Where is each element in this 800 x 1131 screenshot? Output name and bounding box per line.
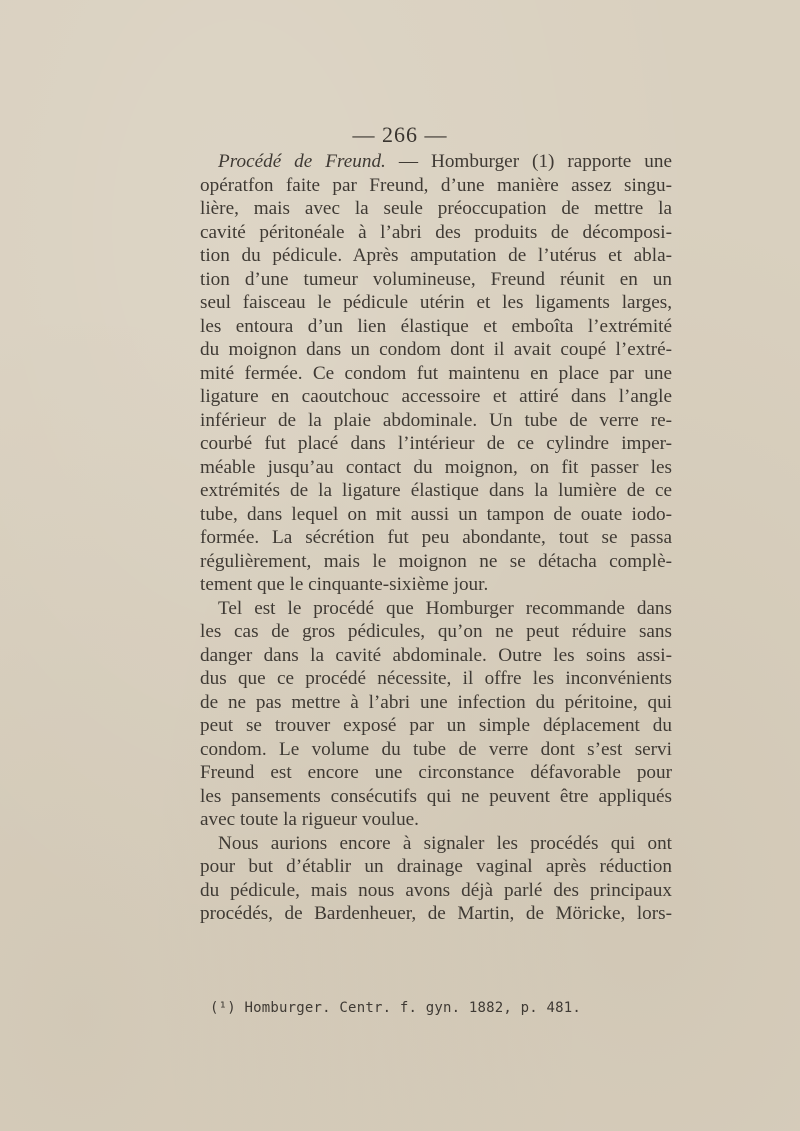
text-line: méable jusqu’au contact du moignon, on fit passer les bbox=[200, 456, 672, 478]
text-line: cavité péritonéale à l’abri des produits de décomposi- bbox=[200, 221, 672, 243]
text-line: ligature en caoutchouc accessoire et attiré dans l’angle bbox=[200, 386, 672, 407]
section-heading-italic: Procédé de Freund. bbox=[218, 151, 386, 172]
paragraph-freund-procedure bbox=[200, 150, 672, 597]
text-line-rest: — Homburger (1) rapporte une bbox=[385, 151, 672, 172]
text-line: tube, dans lequel on mit aussi un tampon de ouate iodo- bbox=[200, 503, 672, 525]
text-line: tement que le cinquante-sixième jour. bbox=[200, 574, 489, 595]
text-line: dus que ce procédé nécessite, il offre les inconvénients bbox=[200, 668, 672, 689]
text-line: pour but d’établir un drainage vaginal après réduction bbox=[200, 856, 672, 877]
body-text bbox=[200, 150, 672, 926]
text-line: formée. La sécrétion fut peu abondante, tout se passa bbox=[200, 527, 672, 548]
page-number: — 266 — bbox=[352, 122, 448, 147]
text-line: danger dans la cavité abdominale. Outre les soins assi- bbox=[200, 644, 672, 666]
paragraph-vaginal-drainage bbox=[200, 832, 672, 926]
text-line: les pansements consécutifs qui ne peuvent être appliqués bbox=[200, 785, 672, 807]
text-line: les entoura d’un lien élastique et emboîta l’extrémité bbox=[200, 315, 672, 337]
text-line: avec toute la rigueur voulue. bbox=[200, 809, 419, 830]
text-line: Nous aurions encore à signaler les procédés qui ont bbox=[218, 832, 672, 854]
text-line: seul faisceau le pédicule utérin et les ligaments larges, bbox=[200, 292, 672, 313]
text-line: opératfon faite par Freund, d’une manière assez singu- bbox=[200, 174, 672, 196]
text-line: Freund est encore une circonstance défavorable pour bbox=[200, 762, 672, 783]
text-line: régulièrement, mais le moignon ne se détacha complè- bbox=[200, 550, 672, 572]
text-line: courbé fut placé dans l’intérieur de ce cylindre imper- bbox=[200, 433, 672, 454]
text-line bbox=[200, 150, 672, 174]
text-line: tion du pédicule. Après amputation de l’utérus et abla- bbox=[200, 245, 672, 266]
text-line: les cas de gros pédicules, qu’on ne peut réduire sans bbox=[200, 621, 672, 642]
text-line: procédés, de Bardenheuer, de Martin, de Möricke, lors- bbox=[200, 903, 672, 924]
paragraph-homburger-recommendation bbox=[200, 597, 672, 832]
text-line: de ne pas mettre à l’abri une infection du péritoine, qui bbox=[200, 691, 672, 713]
text-line: du pédicule, mais nous avons déjà parlé des principaux bbox=[200, 879, 672, 901]
text-line: mité fermée. Ce condom fut maintenu en place par une bbox=[200, 362, 672, 384]
text-line: du moignon dans un condom dont il avait coupé l’extré- bbox=[200, 339, 672, 360]
text-line: extrémités de la ligature élastique dans la lumière de ce bbox=[200, 480, 672, 501]
text-line: Tel est le procédé que Homburger recommande dans bbox=[218, 597, 672, 619]
text-line: lière, mais avec la seule préoccupation de mettre la bbox=[200, 198, 672, 219]
text-line: condom. Le volume du tube de verre dont s’est servi bbox=[200, 738, 672, 760]
footnote: (¹) Homburger. Centr. f. gyn. 1882, p. 481. bbox=[210, 1000, 582, 1016]
text-line: tion d’une tumeur volumineuse, Freund réunit en un bbox=[200, 268, 672, 290]
text-line: peut se trouver exposé par un simple déplacement du bbox=[200, 715, 672, 736]
text-line: inférieur de la plaie abdominale. Un tube de verre re- bbox=[200, 409, 672, 431]
